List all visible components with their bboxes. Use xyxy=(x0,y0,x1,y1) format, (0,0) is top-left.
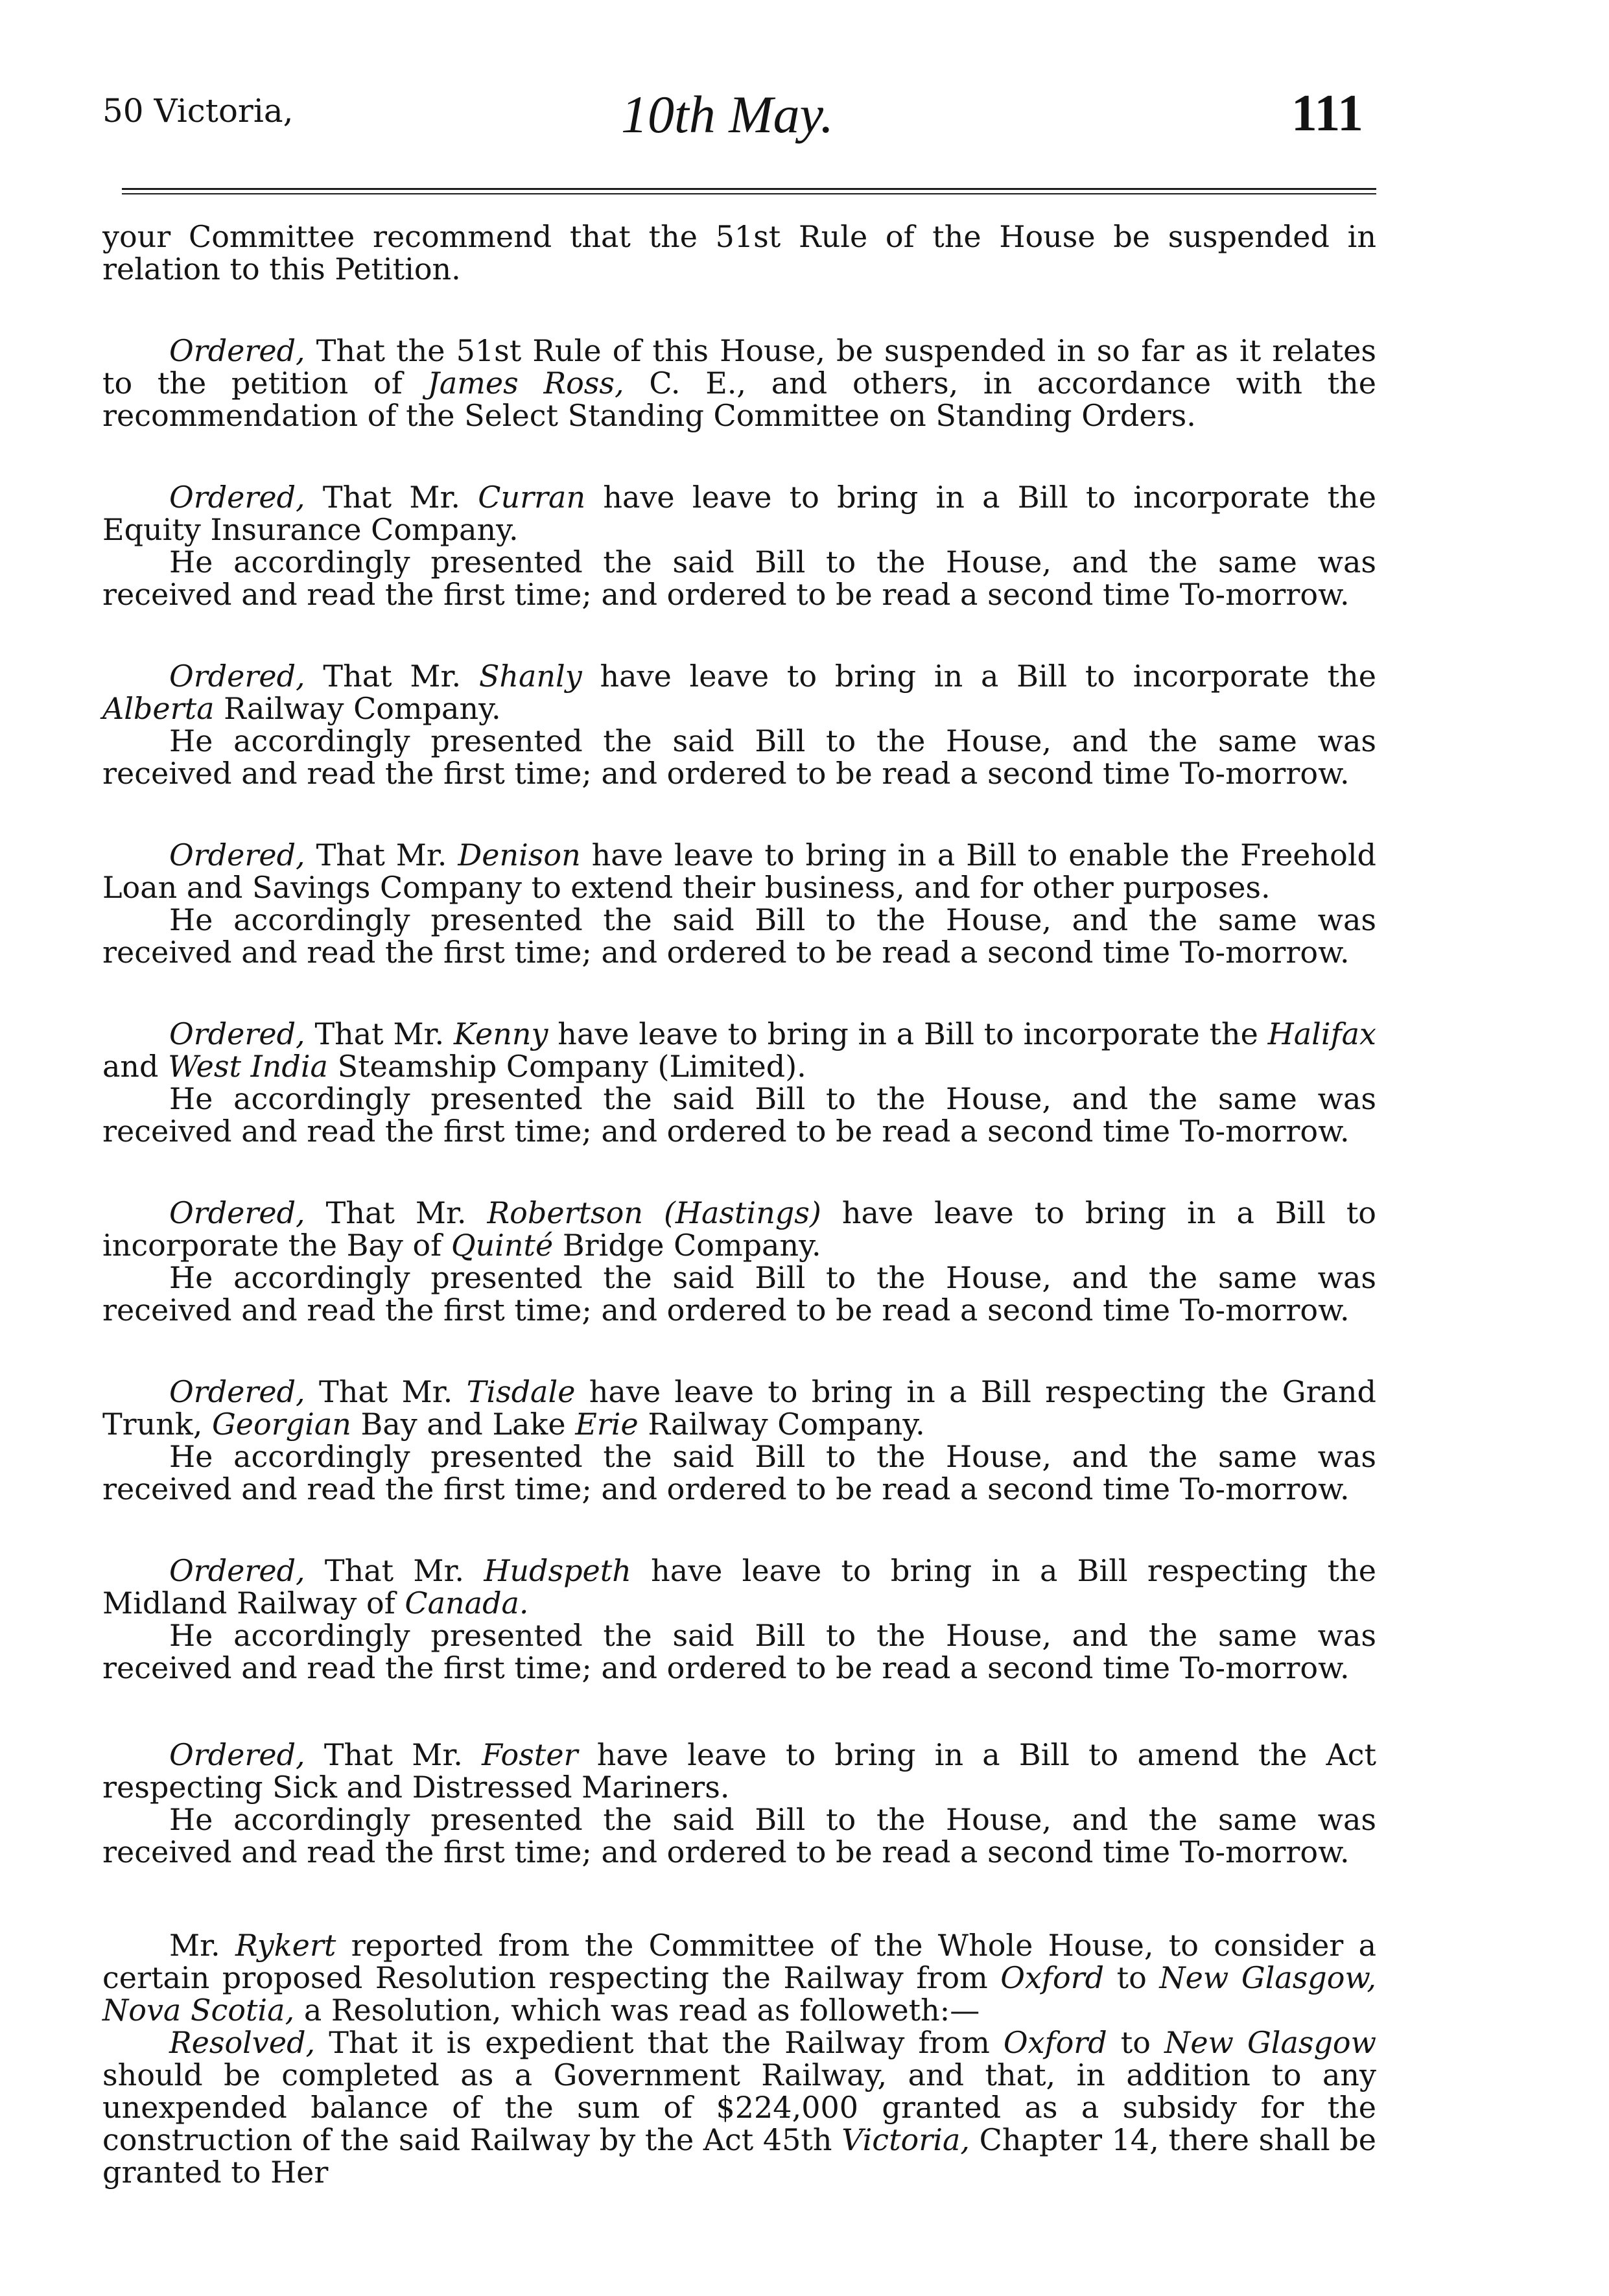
order-suspend-rule xyxy=(102,334,1376,432)
rykert-report xyxy=(102,1929,1376,2188)
order-presented: He accordingly presented the said Bill to the House, and the same was received and read the first time; and ordered to be read a second time To-morrow. xyxy=(102,723,1376,791)
header-rule-top xyxy=(122,188,1376,190)
order-foster xyxy=(102,1739,1376,1868)
order-presented: He accordingly presented the said Bill to the House, and the same was received and read the first time; and ordered to be read a second time To-morrow. xyxy=(102,1260,1376,1328)
resolution-text: Resolved, That it is expedient that the Railway from Oxford to New Glasgow should be completed as a Government Railway, and that, in addition to any unexpended balance of the sum of $224,000 granted as a subsidy for the construction of the said Railway by the Act 45th Victoria, Chapter 14, there shall be granted to Her xyxy=(102,2025,1377,2190)
page-body xyxy=(102,220,1376,2188)
order-presented: He accordingly presented the said Bill to the House, and the same was received and read the first time; and ordered to be read a second time To-morrow. xyxy=(102,902,1376,970)
order-text: Ordered, That Mr. Foster have leave to bring in a Bill to amend the Act respecting Sick and Distressed Mariners. xyxy=(102,1737,1376,1805)
date-day: 10th xyxy=(621,85,716,144)
page-date xyxy=(621,84,834,145)
order-denison xyxy=(102,839,1376,968)
order-text: Ordered, That Mr. Denison have leave to bring in a Bill to enable the Freehold Loan and Savings Company to extend their business, and for other purposes. xyxy=(102,838,1376,905)
order-text: Ordered, That Mr. Robertson (Hastings) have leave to bring in a Bill to incorporate the Bay of Quinté Bridge Company. xyxy=(102,1195,1377,1263)
order-presented: He accordingly presented the said Bill to the House, and the same was received and read the first time; and ordered to be read a second time To-morrow. xyxy=(102,545,1376,612)
order-presented: He accordingly presented the said Bill to the House, and the same was received and read the first time; and ordered to be read a second time To-morrow. xyxy=(102,1618,1376,1685)
order-text: Ordered, That the 51st Rule of this House, be suspended in so far as it relates to the petition of James Ross, C. E., and others, in accordance with the recommendation of the Select Standing Committee on Standing Orders. xyxy=(102,333,1376,433)
date-month: May. xyxy=(729,85,834,144)
order-hudspeth xyxy=(102,1554,1376,1684)
order-tisdale xyxy=(102,1376,1376,1505)
order-text: Ordered, That Mr. Tisdale have leave to bring in a Bill respecting the Grand Trunk, Georgian Bay and Lake Erie Railway Company. xyxy=(102,1374,1376,1442)
report-text: Mr. Rykert reported from the Committee of the Whole House, to consider a certain proposed Resolution respecting the Railway from Oxford to New Glasgow, Nova Scotia, a Resolution, which was read as followeth:— xyxy=(102,1928,1377,2028)
order-shanly xyxy=(102,660,1376,790)
page-header xyxy=(102,84,1376,156)
order-kenny xyxy=(102,1018,1376,1147)
order-presented: He accordingly presented the said Bill to the House, and the same was received and read the first time; and ordered to be read a second time To-morrow. xyxy=(102,1802,1376,1869)
page-number: 111 xyxy=(1291,85,1363,142)
order-text: Ordered, That Mr. Shanly have leave to bring in a Bill to incorporate the Alberta Railway Company. xyxy=(102,659,1376,726)
order-text: Ordered, That Mr. Kenny have leave to bring in a Bill to incorporate the Halifax and West India Steamship Company (Limited). xyxy=(102,1016,1376,1084)
order-text: Ordered, That Mr. Hudspeth have leave to bring in a Bill respecting the Midland Railway of Canada. xyxy=(102,1553,1376,1621)
order-presented: He accordingly presented the said Bill to the House, and the same was received and read the first time; and ordered to be read a second time To-morrow. xyxy=(102,1081,1376,1149)
continuation-paragraph: your Committee recommend that the 51st Rule of the House be suspended in relation to this Petition. xyxy=(102,219,1376,287)
order-presented: He accordingly presented the said Bill to the House, and the same was received and read the first time; and ordered to be read a second time To-morrow. xyxy=(102,1439,1376,1506)
session-label: 50 Victoria, xyxy=(102,92,294,130)
order-curran xyxy=(102,481,1376,611)
order-robertson xyxy=(102,1197,1376,1326)
order-text: Ordered, That Mr. Curran have leave to bring in a Bill to incorporate the Equity Insurance Company. xyxy=(102,480,1376,547)
header-rule-bottom xyxy=(122,193,1376,194)
